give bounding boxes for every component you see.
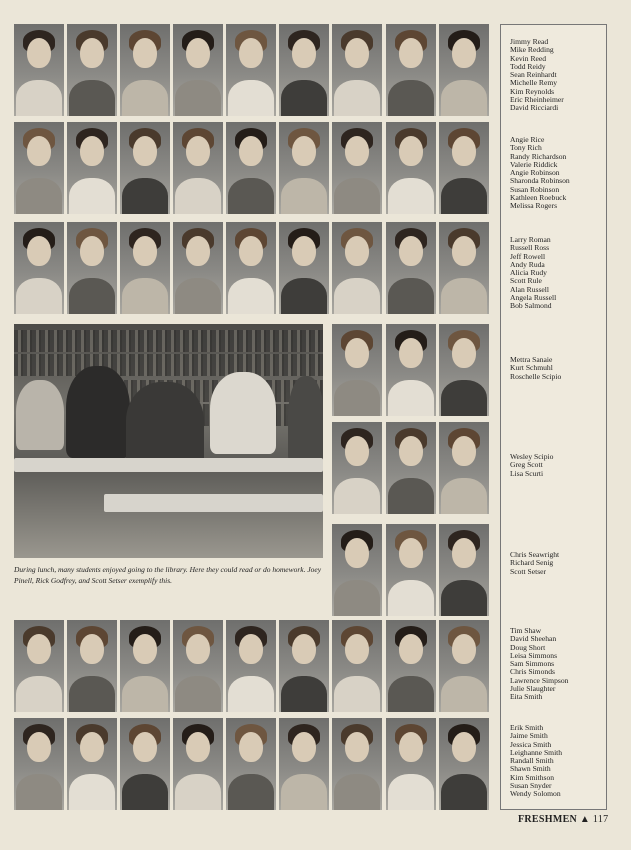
portrait-shirt bbox=[69, 278, 115, 314]
portrait-shirt bbox=[441, 80, 487, 116]
student-portrait bbox=[173, 222, 223, 314]
portrait-shirt bbox=[441, 580, 487, 616]
student-name: Andy Ruda bbox=[510, 259, 545, 269]
student-name: Kim Reynolds bbox=[510, 86, 555, 96]
student-portrait bbox=[386, 524, 436, 616]
student-name: Eita Smith bbox=[510, 692, 543, 702]
portrait-shirt bbox=[175, 278, 221, 314]
portrait-face bbox=[239, 732, 263, 762]
portrait-shirt bbox=[388, 676, 434, 712]
portrait-face bbox=[133, 38, 157, 68]
portrait-face bbox=[345, 634, 369, 664]
name-list bbox=[510, 551, 559, 576]
portrait-shirt bbox=[16, 178, 62, 214]
student-portrait bbox=[332, 422, 382, 514]
portrait-face bbox=[186, 38, 210, 68]
student-portrait bbox=[120, 718, 170, 810]
portrait-shirt bbox=[281, 178, 327, 214]
portrait-face bbox=[239, 236, 263, 266]
student-portrait bbox=[439, 122, 489, 214]
portrait-shirt bbox=[281, 80, 327, 116]
portrait-face bbox=[399, 634, 423, 664]
portrait-shirt bbox=[388, 380, 434, 416]
student-name: Greg Scott bbox=[510, 460, 543, 470]
student-name: Tony Rich bbox=[510, 143, 542, 153]
student-portrait bbox=[439, 222, 489, 314]
portrait-shirt bbox=[175, 676, 221, 712]
portrait-face bbox=[80, 732, 104, 762]
portrait-face bbox=[186, 136, 210, 166]
name-list bbox=[510, 627, 568, 702]
page-footer bbox=[518, 814, 608, 825]
student-name: Erik Smith bbox=[510, 723, 544, 732]
student-name: Lisa Scurti bbox=[510, 468, 544, 478]
portrait-face bbox=[186, 732, 210, 762]
student-name: Wendy Solomon bbox=[510, 789, 561, 799]
portrait-face bbox=[186, 236, 210, 266]
portrait-face bbox=[345, 436, 369, 466]
student-portrait bbox=[120, 620, 170, 712]
student-name: Angie Rice bbox=[510, 135, 545, 144]
portrait-face bbox=[345, 538, 369, 568]
portrait-shirt bbox=[16, 80, 62, 116]
student-name: Russell Ross bbox=[510, 243, 550, 253]
portrait-face bbox=[452, 634, 476, 664]
bookshelf bbox=[14, 354, 323, 376]
name-list bbox=[510, 38, 564, 113]
portrait-face bbox=[186, 634, 210, 664]
portrait-face bbox=[80, 634, 104, 664]
student-name: Jessica Smith bbox=[510, 739, 552, 749]
portrait-face bbox=[399, 732, 423, 762]
portrait-shirt bbox=[16, 676, 62, 712]
student-portrait bbox=[332, 718, 382, 810]
portrait-face bbox=[27, 732, 51, 762]
student-name: Angela Russell bbox=[510, 293, 557, 303]
portrait-shirt bbox=[228, 774, 274, 810]
student-portrait bbox=[67, 718, 117, 810]
student-portrait bbox=[386, 422, 436, 514]
student-name: Jeff Rowell bbox=[510, 251, 546, 261]
student-name: Randy Richardson bbox=[510, 151, 567, 161]
portrait-face bbox=[399, 436, 423, 466]
portrait-shirt bbox=[441, 478, 487, 514]
portrait-shirt bbox=[388, 178, 434, 214]
student-name: Susan Robinson bbox=[510, 184, 560, 194]
student-name: Angie Robinson bbox=[510, 168, 560, 178]
student-portrait bbox=[120, 222, 170, 314]
student-portrait bbox=[67, 24, 117, 116]
student-portrait bbox=[332, 24, 382, 116]
student-portrait bbox=[67, 620, 117, 712]
portrait-shirt bbox=[228, 80, 274, 116]
portrait-face bbox=[133, 732, 157, 762]
portrait-face bbox=[133, 136, 157, 166]
student-name: Larry Roman bbox=[510, 235, 551, 244]
student-portrait bbox=[439, 324, 489, 416]
student-portrait bbox=[67, 122, 117, 214]
portrait-face bbox=[452, 732, 476, 762]
portrait-face bbox=[292, 136, 316, 166]
portrait-shirt bbox=[334, 774, 380, 810]
student-name: Kevin Reed bbox=[510, 53, 547, 63]
student-name: Tim Shaw bbox=[510, 626, 542, 635]
portrait-shirt bbox=[281, 278, 327, 314]
portrait-face bbox=[345, 732, 369, 762]
portrait-face bbox=[292, 732, 316, 762]
student-figure bbox=[210, 372, 276, 454]
student-portrait bbox=[279, 718, 329, 810]
student-portrait bbox=[439, 620, 489, 712]
portrait-shirt bbox=[388, 774, 434, 810]
student-portrait bbox=[279, 24, 329, 116]
portrait-shirt bbox=[69, 80, 115, 116]
portrait-shirt bbox=[122, 278, 168, 314]
student-portrait bbox=[279, 122, 329, 214]
student-portrait bbox=[14, 620, 64, 712]
student-name: Jimmy Read bbox=[510, 37, 549, 46]
portrait-shirt bbox=[441, 178, 487, 214]
student-portrait bbox=[439, 718, 489, 810]
student-name: Kathleen Roebuck bbox=[510, 193, 567, 203]
student-name: Leighanne Smith bbox=[510, 747, 563, 757]
student-portrait bbox=[173, 122, 223, 214]
student-name: Chris Simonds bbox=[510, 667, 555, 677]
portrait-shirt bbox=[69, 676, 115, 712]
student-name: Wesley Scipio bbox=[510, 452, 554, 461]
portrait-face bbox=[239, 38, 263, 68]
portrait-shirt bbox=[334, 80, 380, 116]
student-name: Randall Smith bbox=[510, 756, 554, 766]
portrait-shirt bbox=[228, 178, 274, 214]
portrait-face bbox=[452, 538, 476, 568]
student-name: Leisa Simmons bbox=[510, 650, 558, 660]
portrait-face bbox=[345, 236, 369, 266]
student-name: Julie Slaughter bbox=[510, 684, 556, 694]
portrait-face bbox=[27, 136, 51, 166]
student-name: David Sheehan bbox=[510, 634, 557, 644]
student-portrait bbox=[14, 222, 64, 314]
student-portrait bbox=[386, 122, 436, 214]
portrait-shirt bbox=[441, 380, 487, 416]
portrait-shirt bbox=[122, 80, 168, 116]
student-name: Mettra Sanaie bbox=[510, 355, 553, 364]
name-list bbox=[510, 724, 562, 799]
student-portrait bbox=[120, 24, 170, 116]
portrait-face bbox=[399, 338, 423, 368]
student-name: Todd Reidy bbox=[510, 61, 546, 71]
page-number: 117 bbox=[592, 814, 609, 825]
student-portrait bbox=[67, 222, 117, 314]
portrait-face bbox=[345, 136, 369, 166]
library-table bbox=[14, 458, 323, 472]
portrait-face bbox=[399, 136, 423, 166]
portrait-face bbox=[452, 136, 476, 166]
student-name: Alan Russell bbox=[510, 284, 550, 294]
library-photo bbox=[14, 324, 323, 558]
student-portrait bbox=[439, 24, 489, 116]
portrait-shirt bbox=[122, 676, 168, 712]
student-name: Sharonda Robinson bbox=[510, 176, 570, 186]
student-portrait bbox=[332, 222, 382, 314]
portrait-face bbox=[80, 136, 104, 166]
portrait-face bbox=[292, 236, 316, 266]
portrait-shirt bbox=[281, 774, 327, 810]
name-list bbox=[510, 136, 570, 211]
portrait-shirt bbox=[122, 774, 168, 810]
student-name: Bob Salmond bbox=[510, 301, 552, 311]
portrait-face bbox=[399, 538, 423, 568]
portrait-face bbox=[345, 338, 369, 368]
student-portrait bbox=[332, 620, 382, 712]
student-name: Alicia Rudy bbox=[510, 268, 547, 278]
portrait-shirt bbox=[175, 178, 221, 214]
student-name: Kim Smithson bbox=[510, 772, 555, 782]
student-name: Sean Reinhardt bbox=[510, 70, 557, 80]
student-portrait bbox=[386, 24, 436, 116]
portrait-shirt bbox=[334, 380, 380, 416]
student-name: Lawrence Simpson bbox=[510, 675, 569, 685]
portrait-face bbox=[452, 38, 476, 68]
portrait-shirt bbox=[441, 676, 487, 712]
student-name: Scott Rule bbox=[510, 276, 542, 286]
portrait-shirt bbox=[334, 278, 380, 314]
student-name: Michelle Remy bbox=[510, 78, 558, 88]
student-portrait bbox=[14, 718, 64, 810]
student-figure bbox=[66, 366, 130, 458]
student-portrait bbox=[226, 122, 276, 214]
portrait-face bbox=[345, 38, 369, 68]
portrait-shirt bbox=[441, 278, 487, 314]
portrait-shirt bbox=[69, 178, 115, 214]
student-name: Richard Senig bbox=[510, 558, 554, 568]
student-name: Eric Rheinheimer bbox=[510, 95, 564, 105]
student-name: Doug Short bbox=[510, 642, 546, 652]
student-portrait bbox=[226, 222, 276, 314]
portrait-face bbox=[80, 38, 104, 68]
portrait-face bbox=[452, 236, 476, 266]
portrait-shirt bbox=[281, 676, 327, 712]
student-portrait bbox=[279, 620, 329, 712]
portrait-shirt bbox=[175, 774, 221, 810]
student-portrait bbox=[120, 122, 170, 214]
student-figure bbox=[126, 382, 204, 468]
photo-caption: During lunch, many students enjoyed going to the library. Here they could read or do homework. Joey Pinell, Rick Godfrey, and Scott Setser exemplify this. bbox=[14, 565, 322, 585]
portrait-face bbox=[27, 236, 51, 266]
student-portrait bbox=[173, 24, 223, 116]
student-name: Jaime Smith bbox=[510, 731, 548, 741]
student-name: Scott Setser bbox=[510, 566, 547, 576]
portrait-shirt bbox=[228, 676, 274, 712]
student-portrait bbox=[332, 324, 382, 416]
student-name: David Ricciardi bbox=[510, 103, 559, 113]
portrait-face bbox=[133, 634, 157, 664]
student-portrait bbox=[173, 620, 223, 712]
student-name: Mike Redding bbox=[510, 45, 554, 55]
portrait-shirt bbox=[122, 178, 168, 214]
student-name: Sam Simmons bbox=[510, 659, 555, 669]
student-figure bbox=[16, 380, 64, 450]
portrait-face bbox=[27, 38, 51, 68]
student-portrait bbox=[386, 620, 436, 712]
portrait-face bbox=[399, 236, 423, 266]
section-title: FRESHMEN bbox=[518, 814, 578, 825]
student-portrait bbox=[226, 718, 276, 810]
portrait-face bbox=[292, 634, 316, 664]
student-name: Chris Seawright bbox=[510, 550, 560, 559]
student-portrait bbox=[14, 24, 64, 116]
portrait-face bbox=[239, 634, 263, 664]
portrait-shirt bbox=[388, 580, 434, 616]
portrait-shirt bbox=[69, 774, 115, 810]
portrait-face bbox=[452, 338, 476, 368]
student-portrait bbox=[279, 222, 329, 314]
name-list bbox=[510, 356, 561, 381]
portrait-shirt bbox=[388, 80, 434, 116]
portrait-shirt bbox=[441, 774, 487, 810]
student-name: Valerie Riddick bbox=[510, 159, 558, 169]
student-portrait bbox=[332, 524, 382, 616]
student-name: Shawn Smith bbox=[510, 764, 551, 774]
portrait-face bbox=[292, 38, 316, 68]
portrait-face bbox=[80, 236, 104, 266]
portrait-shirt bbox=[334, 478, 380, 514]
portrait-shirt bbox=[388, 478, 434, 514]
student-portrait bbox=[386, 222, 436, 314]
portrait-shirt bbox=[388, 278, 434, 314]
portrait-shirt bbox=[16, 774, 62, 810]
student-portrait bbox=[226, 620, 276, 712]
portrait-shirt bbox=[228, 278, 274, 314]
student-name: Roschelle Scipio bbox=[510, 371, 562, 381]
student-portrait bbox=[439, 422, 489, 514]
portrait-face bbox=[452, 436, 476, 466]
portrait-shirt bbox=[334, 676, 380, 712]
portrait-face bbox=[399, 38, 423, 68]
student-portrait bbox=[386, 718, 436, 810]
student-name: Susan Snyder bbox=[510, 781, 552, 791]
name-list bbox=[510, 236, 556, 311]
portrait-face bbox=[133, 236, 157, 266]
student-portrait bbox=[386, 324, 436, 416]
library-table bbox=[104, 494, 323, 512]
student-name: Melissa Rogers bbox=[510, 201, 558, 211]
portrait-shirt bbox=[334, 580, 380, 616]
name-list bbox=[510, 453, 553, 478]
portrait-face bbox=[27, 634, 51, 664]
student-name: Kurt Schmuhl bbox=[510, 363, 553, 373]
portrait-face bbox=[239, 136, 263, 166]
student-portrait bbox=[332, 122, 382, 214]
portrait-shirt bbox=[334, 178, 380, 214]
bookshelf bbox=[14, 330, 323, 352]
portrait-shirt bbox=[175, 80, 221, 116]
student-portrait bbox=[226, 24, 276, 116]
student-portrait bbox=[173, 718, 223, 810]
student-figure bbox=[288, 376, 323, 464]
student-portrait bbox=[14, 122, 64, 214]
triangle-icon: ▲ bbox=[579, 814, 591, 825]
student-portrait bbox=[439, 524, 489, 616]
portrait-shirt bbox=[16, 278, 62, 314]
